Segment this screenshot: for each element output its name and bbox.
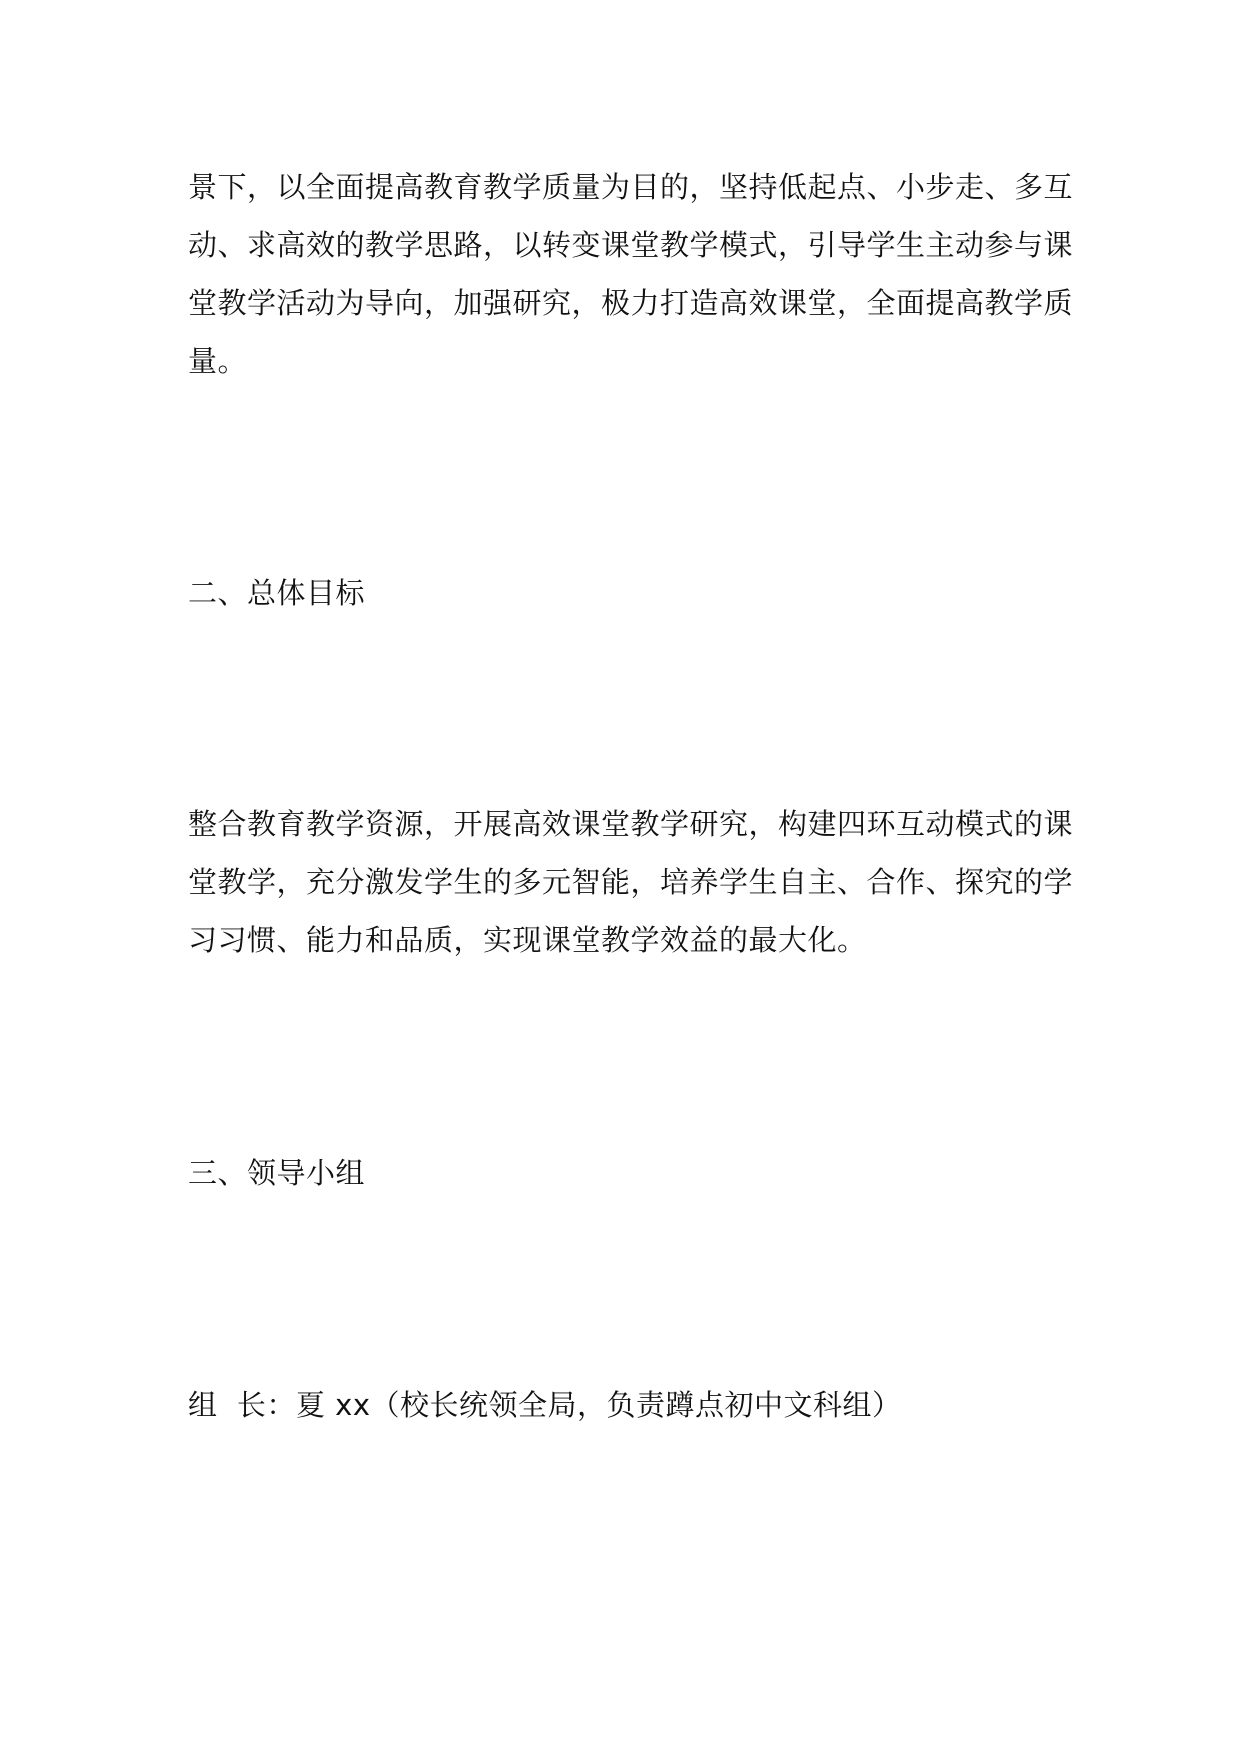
section-heading-overall-goal: 二、总体目标 — [188, 576, 366, 610]
leader-line: 组 长：夏 xx（校长统领全局，负责蹲点初中文科组） — [188, 1388, 902, 1422]
paragraph-1-line-4: 量。 — [188, 344, 248, 378]
section-heading-leadership-group: 三、领导小组 — [188, 1156, 366, 1190]
paragraph-2-line-2: 堂教学，充分激发学生的多元智能，培养学生自主、合作、探究的学 — [188, 865, 1074, 899]
paragraph-2-line-3: 习习惯、能力和品质，实现课堂教学效益的最大化。 — [188, 923, 867, 957]
paragraph-1-line-1: 景下，以全面提高教育教学质量为目的，坚持低起点、小步走、多互 — [188, 170, 1074, 204]
paragraph-1-line-2: 动、求高效的教学思路，以转变课堂教学模式，引导学生主动参与课 — [188, 228, 1074, 262]
paragraph-2-line-1: 整合教育教学资源，开展高效课堂教学研究，构建四环互动模式的课 — [188, 807, 1074, 841]
paragraph-1-line-3: 堂教学活动为导向，加强研究，极力打造高效课堂，全面提高教学质 — [188, 286, 1074, 320]
